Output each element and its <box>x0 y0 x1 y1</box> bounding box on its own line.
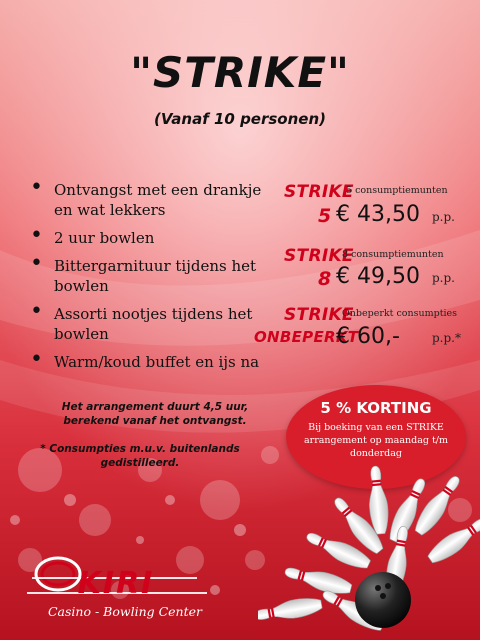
list-item: • Ontvangst met een drankje en wat lekkers <box>30 180 265 220</box>
package-desc: 5 consumptiemunten <box>346 185 448 196</box>
package-desc: Onbeperkt consumpties <box>342 308 458 319</box>
package-unit: p.p.* <box>432 331 461 345</box>
bowling-pins-illustration <box>258 460 480 640</box>
package-number: 5 <box>318 205 332 227</box>
package-name: STRIKE <box>284 246 354 266</box>
logo-tagline: Casino - Bowling Center <box>47 604 203 619</box>
package-number: ONBEPERKT <box>254 328 359 346</box>
feature-list <box>30 180 265 380</box>
discount-title: 5 % KORTING <box>320 399 432 417</box>
package-number: 8 <box>318 268 332 290</box>
page-subtitle: (Vanaf 10 personen) <box>154 110 326 128</box>
package-unit: p.p. <box>432 271 455 285</box>
package-desc: 8 consumptiemunten <box>342 249 444 260</box>
package-unit: p.p. <box>432 210 455 224</box>
list-item: • Assorti nootjes tijdens het bowlen <box>30 304 265 344</box>
package-name: STRIKE <box>284 305 354 325</box>
list-item: • Warm/koud buffet en ijs na <box>30 352 265 372</box>
list-item: • Bittergarnituur tijdens het bowlen <box>30 256 265 296</box>
package-price: € 60,- <box>336 324 400 349</box>
duration-note: Het arrangement duurt 4,5 uur, berekend vanaf het ontvangst. <box>61 401 249 427</box>
package-name: STRIKE <box>284 182 354 202</box>
package-price: € 49,50 <box>336 264 420 289</box>
page-title: "STRIKE" <box>130 48 350 97</box>
consumptions-note: * Consumpties m.u.v. buitenlands gedistilleerd. <box>40 443 240 469</box>
discount-text: Bij boeking van een STRIKE arrangement op maandag t/m donderdag <box>304 422 448 459</box>
logo-name: KIRI <box>77 566 155 601</box>
package-price: € 43,50 <box>336 202 420 227</box>
list-item: • 2 uur bowlen <box>30 228 265 248</box>
